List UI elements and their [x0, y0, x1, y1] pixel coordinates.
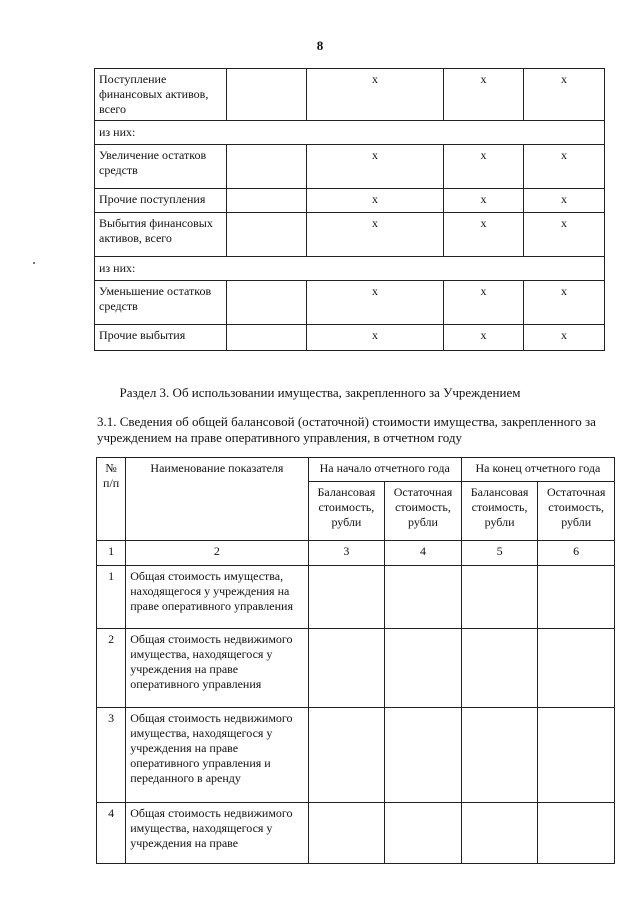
value-cell — [461, 566, 538, 629]
header-start-year: На начало отчетного года — [308, 458, 461, 482]
index-row — [97, 541, 615, 566]
table-row — [95, 145, 605, 189]
row-name: Общая стоимость имущества, находящегося у учреждения на праве оперативного управления — [126, 566, 308, 629]
cell-mark: x — [444, 213, 524, 257]
page-number: 8 — [316, 38, 324, 53]
value-cell — [461, 708, 538, 803]
row-name: Общая стоимость недвижимого имущества, находящегося у учреждения на праве — [126, 803, 308, 864]
value-cell — [461, 629, 538, 708]
table-row — [95, 189, 605, 213]
value-cell — [538, 629, 615, 708]
cell-mark: x — [524, 189, 605, 213]
row-label: Уменьшение остатков средств — [95, 281, 227, 325]
cell-mark: x — [524, 145, 605, 189]
index-cell: 3 — [308, 541, 385, 566]
header-start-balance: Балансовая стоимость, рубли — [308, 482, 385, 541]
cell-mark: x — [306, 145, 443, 189]
header-start-residual: Остаточная стоимость, рубли — [385, 482, 462, 541]
cell-mark: x — [306, 281, 443, 325]
group-label: из них: — [95, 121, 605, 145]
cell-mark: x — [306, 69, 443, 121]
header-end-balance: Балансовая стоимость, рубли — [461, 482, 538, 541]
value-cell — [461, 803, 538, 864]
table-row — [97, 629, 615, 708]
value-cell — [385, 803, 462, 864]
cell-mark — [227, 325, 307, 351]
table-row — [95, 325, 605, 351]
value-cell — [538, 803, 615, 864]
row-number: 4 — [97, 803, 126, 864]
index-cell: 4 — [385, 541, 462, 566]
cell-mark: x — [524, 325, 605, 351]
finance-table — [94, 68, 605, 351]
value-cell — [385, 708, 462, 803]
row-number: 3 — [97, 708, 126, 803]
cell-mark: x — [524, 213, 605, 257]
index-cell: 6 — [538, 541, 615, 566]
header-end-residual: Остаточная стоимость, рубли — [538, 482, 615, 541]
row-number: 2 — [97, 629, 126, 708]
row-label: Прочие выбытия — [95, 325, 227, 351]
cell-mark: x — [444, 145, 524, 189]
cell-mark — [227, 145, 307, 189]
cell-mark: x — [444, 189, 524, 213]
cell-mark: x — [444, 325, 524, 351]
row-number: 1 — [97, 566, 126, 629]
row-label: Выбытия финансовых активов, всего — [95, 213, 227, 257]
row-name: Общая стоимость недвижимого имущества, находящегося у учреждения на праве оперативного управления — [126, 629, 308, 708]
row-label: Увеличение остатков средств — [95, 145, 227, 189]
table-row — [95, 213, 605, 257]
section-title: Раздел 3. Об использовании имущества, закрепленного за Учреждением — [119, 385, 521, 400]
value-cell — [308, 803, 385, 864]
value-cell — [385, 566, 462, 629]
header-name: Наименование показателя — [126, 458, 308, 541]
cell-mark — [227, 213, 307, 257]
index-cell: 5 — [461, 541, 538, 566]
cell-mark: x — [444, 281, 524, 325]
cell-mark: x — [524, 69, 605, 121]
cell-mark: x — [306, 325, 443, 351]
cell-mark: x — [306, 213, 443, 257]
table-row — [97, 708, 615, 803]
value-cell — [385, 629, 462, 708]
table-row — [95, 281, 605, 325]
cell-mark: x — [524, 281, 605, 325]
header-num: № п/п — [97, 458, 126, 541]
header-row — [97, 458, 615, 482]
index-cell: 1 — [97, 541, 126, 566]
group-row — [95, 121, 605, 145]
property-table — [96, 457, 615, 864]
row-label: Прочие поступления — [95, 189, 227, 213]
subsection-title: 3.1. Сведения об общей балансовой (остаточной) стоимости имущества, закрепленного за учреждением на праве оперативного управления, в отчетном году — [97, 414, 596, 445]
index-cell: 2 — [126, 541, 308, 566]
table-row — [97, 803, 615, 864]
table-row — [95, 69, 605, 121]
scan-speck — [33, 262, 35, 264]
group-label: из них: — [95, 257, 605, 281]
row-label: Поступление финансовых активов, всего — [95, 69, 227, 121]
cell-mark — [227, 189, 307, 213]
value-cell — [308, 629, 385, 708]
value-cell — [308, 566, 385, 629]
cell-mark — [227, 281, 307, 325]
value-cell — [538, 566, 615, 629]
group-row — [95, 257, 605, 281]
header-end-year: На конец отчетного года — [461, 458, 614, 482]
value-cell — [538, 708, 615, 803]
row-name: Общая стоимость недвижимого имущества, находящегося у учреждения на праве оперативного управления и переданного в аренду — [126, 708, 308, 803]
table-row — [97, 566, 615, 629]
value-cell — [308, 708, 385, 803]
cell-mark — [227, 69, 307, 121]
cell-mark: x — [444, 69, 524, 121]
cell-mark: x — [306, 189, 443, 213]
